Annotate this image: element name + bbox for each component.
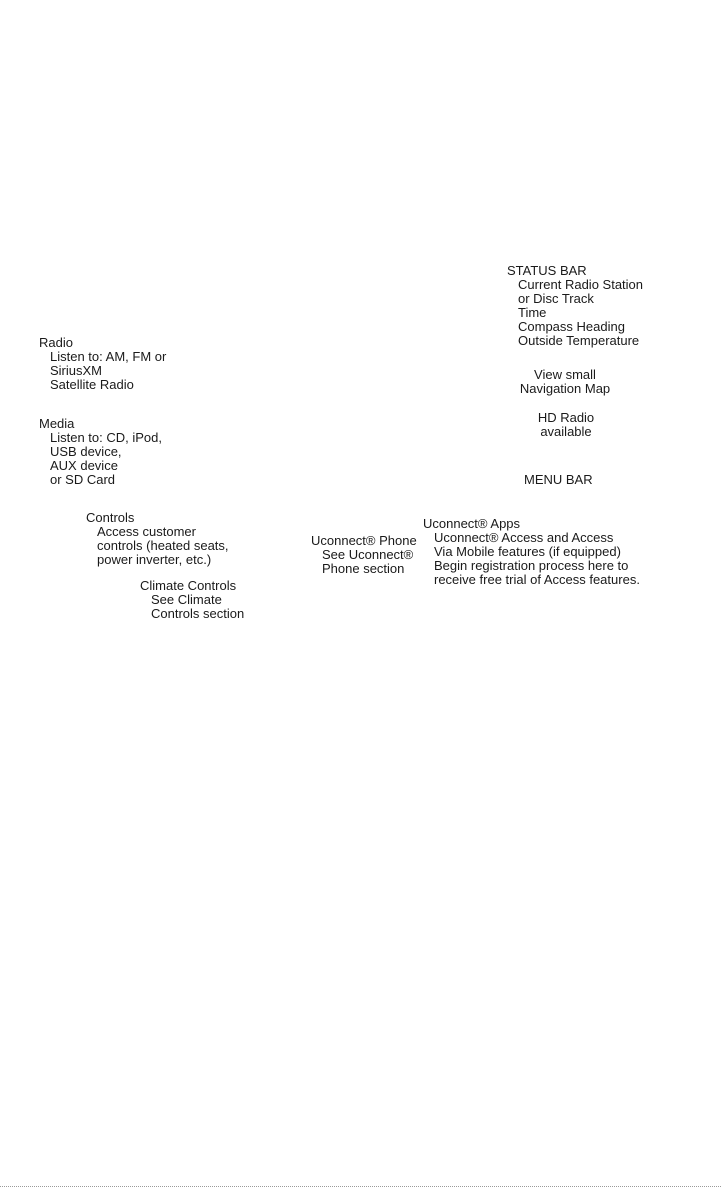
status-bar-line: Current Radio Station — [518, 277, 644, 292]
uconnect-apps-line: receive free trial of Access features. — [434, 572, 640, 587]
radio-callout — [39, 336, 166, 392]
media-callout — [39, 417, 162, 487]
hd-radio-callout — [526, 411, 606, 439]
hd-radio-line: available — [540, 424, 592, 439]
menu-bar-title: MENU BAR — [524, 472, 593, 487]
radio-line: Listen to: AM, FM or — [50, 349, 167, 364]
uconnect-apps-line: Via Mobile features (if equipped) — [434, 544, 621, 559]
controls-line: Access customer — [97, 524, 196, 539]
controls-callout — [86, 511, 229, 567]
uconnect-apps-callout — [423, 517, 640, 587]
media-line: USB device, — [50, 444, 122, 459]
uconnect-apps-line: Begin registration process here to — [434, 558, 629, 573]
climate-controls-callout — [140, 579, 244, 621]
climate-controls-line: See Climate — [151, 592, 222, 607]
nav-map-callout — [510, 368, 620, 396]
nav-map-line: View small — [534, 367, 596, 382]
controls-line: controls (heated seats, — [97, 538, 229, 553]
media-title: Media — [39, 416, 75, 431]
controls-title: Controls — [86, 510, 135, 525]
status-bar-line: Compass Heading — [518, 319, 625, 334]
radio-title: Radio — [39, 335, 73, 350]
uconnect-apps-title: Uconnect® Apps — [423, 516, 521, 531]
status-bar-title: STATUS BAR — [507, 263, 587, 278]
controls-line: power inverter, etc.) — [97, 552, 212, 567]
uconnect-phone-line: Phone section — [322, 561, 405, 576]
uconnect-phone-title: Uconnect® Phone — [311, 533, 417, 548]
page-bottom-rule — [0, 1186, 721, 1187]
media-line: Listen to: CD, iPod, — [50, 430, 162, 445]
uconnect-phone-line: See Uconnect® — [322, 547, 414, 562]
media-line: AUX device — [50, 458, 118, 473]
menu-bar-callout — [524, 473, 593, 487]
climate-controls-title: Climate Controls — [140, 578, 237, 593]
radio-line: Satellite Radio — [50, 377, 134, 392]
uconnect-phone-callout — [311, 534, 417, 576]
uconnect-apps-line: Uconnect® Access and Access — [434, 530, 614, 545]
media-line: or SD Card — [50, 472, 116, 487]
nav-map-line: Navigation Map — [519, 381, 611, 396]
climate-controls-line: Controls section — [151, 606, 245, 621]
status-bar-line: Time — [518, 305, 547, 320]
status-bar-line: Outside Temperature — [518, 333, 640, 348]
radio-line: SiriusXM — [50, 363, 103, 378]
status-bar-line: or Disc Track — [518, 291, 594, 306]
hd-radio-line: HD Radio — [537, 410, 595, 425]
status-bar-callout — [507, 264, 643, 348]
